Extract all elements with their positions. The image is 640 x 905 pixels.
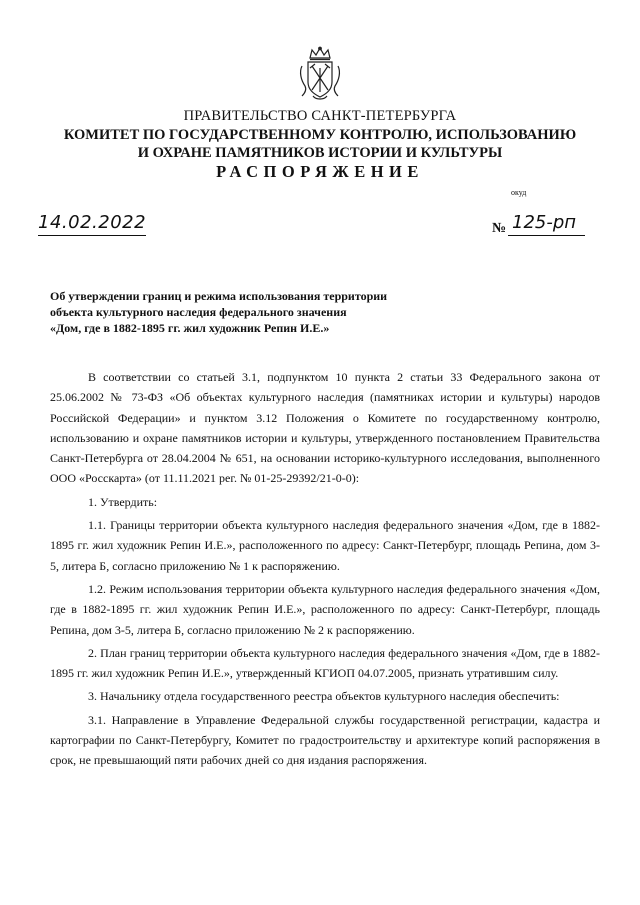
coat-of-arms-icon bbox=[298, 46, 342, 102]
subject-line-3: «Дом, где в 1882-1895 гг. жил художник Репин И.Е.» bbox=[50, 321, 330, 335]
clause-1-1: 1.1. Границы территории объекта культурного наследия федерального значения «Дом, где в 1882-1895 гг. жил художник Репин И.Е.», расположенного по адресу: Санкт-Петербург, площадь Репина, дом 3-5, литера Б, согласно приложению № 1 к распоряжению. bbox=[50, 518, 600, 573]
clause-3: 3. Начальнику отдела государственного реестра объектов культурного наследия обеспечить: bbox=[88, 689, 560, 704]
subject-line-2: объекта культурного наследия федерального значения bbox=[50, 305, 347, 319]
preamble-paragraph: В соответствии со статьей 3.1, подпунктом 10 пункта 2 статьи 33 Федерального закона от 25.06.2002 № 73-ФЗ «Об объектах культурного наследия (памятниках истории и культуры) народов Российской Федерации» и пунктом 3.12 Положения о Комитете по государственному контролю, использованию и охране памятников истории и культуры, утвержденного постановлением Правительства Санкт-Петербурга от 28.04.2004 № 651, на основании историко-культурного исследования, выполненного ООО «Росскарта» (от 11.11.2021 рег. № 01-25-29392/21-0-0): bbox=[50, 370, 600, 486]
committee-name-line-1: КОМИТЕТ ПО ГОСУДАРСТВЕННОМУ КОНТРОЛЮ, ИСПОЛЬЗОВАНИЮ bbox=[63, 127, 577, 143]
document-type-title: РАСПОРЯЖЕНИЕ bbox=[216, 162, 424, 181]
government-name: ПРАВИТЕЛЬСТВО САНКТ-ПЕТЕРБУРГА bbox=[183, 108, 457, 124]
okud-label: окуд bbox=[511, 188, 527, 197]
date-underline bbox=[38, 235, 146, 236]
document-number: 125-рп bbox=[512, 212, 577, 233]
number-underline bbox=[508, 235, 585, 236]
document-subject bbox=[50, 288, 430, 336]
document-date: 14.02.2022 bbox=[38, 212, 147, 233]
clause-3-1: 3.1. Направление в Управление Федеральной службы государственной регистрации, кадастра и картографии по Санкт-Петербургу, Комитет по градостроительству и архитектуре копий распоряжения в срок, не превышающий пяти рабочих дней со дня издания распоряжения. bbox=[50, 712, 600, 768]
clause-1: 1. Утвердить: bbox=[88, 494, 158, 509]
document-body bbox=[50, 367, 600, 771]
clause-2: 2. План границ территории объекта культурного наследия федерального значения «Дом, где в 1882-1895 гг. жил художник Репин И.Е.», утвержденный КГИОП 04.07.2005, признать утратившим силу. bbox=[50, 645, 600, 681]
subject-line-1: Об утверждении границ и режима использования территории bbox=[50, 289, 388, 303]
number-label: № bbox=[492, 221, 507, 236]
committee-name bbox=[0, 126, 640, 162]
committee-name-line-2: И ОХРАНЕ ПАМЯТНИКОВ ИСТОРИИ И КУЛЬТУРЫ bbox=[137, 145, 503, 161]
clause-1-2: 1.2. Режим использования территории объекта культурного наследия федерального значения «Дом, где в 1882-1895 гг. жил художник Репин И.Е.», расположенного по адресу: Санкт-Петербург, площадь Репина, дом 3-5, литера Б, согласно приложению № 2 к распоряжению. bbox=[50, 581, 600, 637]
